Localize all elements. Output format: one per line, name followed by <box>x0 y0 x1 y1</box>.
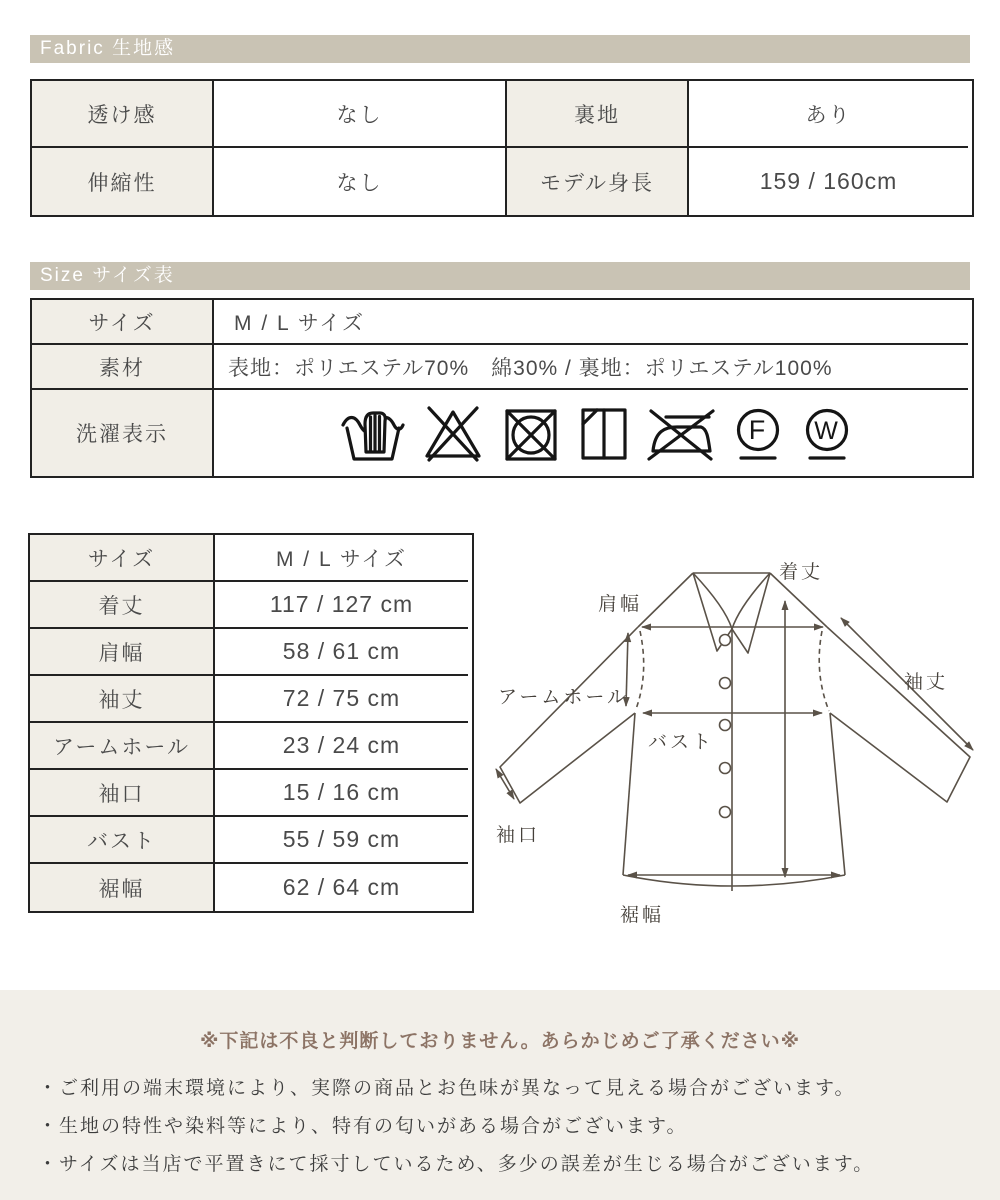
measure-label: アームホール <box>30 723 215 770</box>
size-info-table <box>30 298 974 478</box>
measure-label: 裾幅 <box>30 864 215 911</box>
notes-heading: ※下記は不良と判断しておりません。あらかじめご了承ください※ <box>199 1031 801 1052</box>
dry-clean-petroleum-icon <box>730 403 786 463</box>
notes-section <box>0 990 1000 1200</box>
measure-label: 肩幅 <box>30 629 215 676</box>
fabric-row-value: なし <box>214 148 507 215</box>
do-not-iron-icon <box>645 403 717 463</box>
size-info-label: サイズ <box>32 300 214 345</box>
note-item: ・サイズは当店で平置きにて採寸しているため、多少の誤差が生じる場合がございます。 <box>38 1154 875 1175</box>
fabric-row-label: 裏地 <box>507 81 689 148</box>
diagram-label-cuff: 袖口 <box>496 825 541 846</box>
measure-label: 袖口 <box>30 770 215 817</box>
note-item: ・生地の特性や染料等により、特有の匂いがある場合がございます。 <box>38 1116 688 1137</box>
fabric-table <box>30 79 974 217</box>
diagram-label-length: 着丈 <box>779 562 824 583</box>
do-not-bleach-icon <box>420 403 486 463</box>
note-item: ・ご利用の端末環境により、実際の商品とお色味が異なって見える場合がございます。 <box>38 1078 856 1099</box>
diagram-label-hem: 裾幅 <box>620 905 665 926</box>
hand-wash-icon <box>339 402 407 464</box>
measure-value: 15 / 16 cm <box>215 770 468 817</box>
measure-value: 55 / 59 cm <box>215 817 468 864</box>
do-not-tumble-dry-icon <box>499 403 563 463</box>
shirt-outline-drawing <box>470 545 1000 955</box>
measure-label: 袖丈 <box>30 676 215 723</box>
fabric-row-value: 159 / 160cm <box>689 148 968 215</box>
care-label: 洗濯表示 <box>32 390 214 476</box>
diagram-label-bust: バスト <box>648 732 715 753</box>
measure-value: 58 / 61 cm <box>215 629 468 676</box>
measure-label: 着丈 <box>30 582 215 629</box>
material-value: 表地：ポリエステル70% 綿30% / 裏地：ポリエステル100% <box>214 345 968 390</box>
size-info-label: 素材 <box>32 345 214 390</box>
fabric-row-label: 伸縮性 <box>32 148 214 215</box>
diagram-label-shoulder: 肩幅 <box>598 594 643 615</box>
wet-clean-icon <box>799 403 855 463</box>
shade-hang-dry-icon <box>576 403 632 463</box>
fabric-row-value: あり <box>689 81 968 148</box>
measure-value: 117 / 127 cm <box>215 582 468 629</box>
svg-text:W: W <box>814 417 840 445</box>
size-section-title: Size サイズ表 <box>30 262 970 290</box>
measure-value: M / L サイズ <box>215 535 468 582</box>
measure-label: サイズ <box>30 535 215 582</box>
svg-text:F: F <box>748 415 768 445</box>
diagram-label-sleeve: 袖丈 <box>904 672 949 693</box>
fabric-row-label: 透け感 <box>32 81 214 148</box>
measure-value: 23 / 24 cm <box>215 723 468 770</box>
diagram-label-armhole: アームホール <box>498 687 630 708</box>
fabric-section-title: Fabric 生地感 <box>30 35 970 63</box>
measure-value: 72 / 75 cm <box>215 676 468 723</box>
size-info-value: M / L サイズ <box>214 300 968 345</box>
fabric-row-label: モデル身長 <box>507 148 689 215</box>
garment-measurement-diagram <box>470 545 1000 955</box>
measurements-table <box>28 533 474 913</box>
care-icons-row <box>214 390 968 476</box>
fabric-row-value: なし <box>214 81 507 148</box>
measure-value: 62 / 64 cm <box>215 864 468 911</box>
measure-label: バスト <box>30 817 215 864</box>
notes-list <box>0 1073 1000 1176</box>
